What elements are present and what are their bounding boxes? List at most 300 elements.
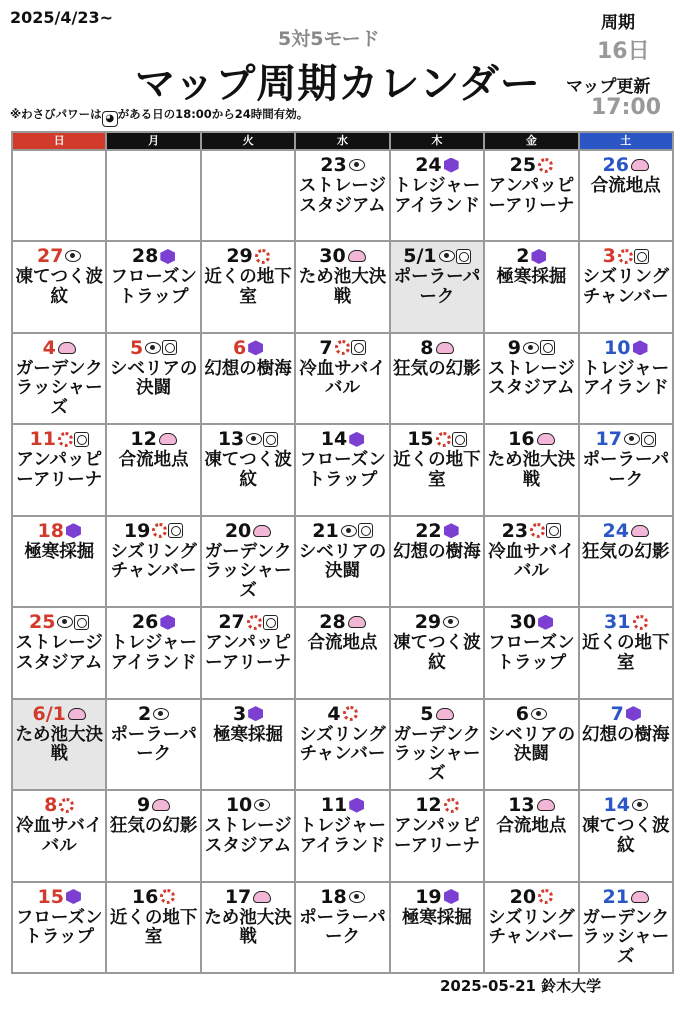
mode-icons — [153, 708, 169, 720]
day-number: 27 — [218, 611, 245, 634]
day-number: 9 — [507, 336, 521, 359]
gear-icon — [633, 615, 648, 630]
map-name: アンパッピーアリーナ — [16, 450, 103, 490]
day-number: 17 — [595, 428, 622, 451]
map-name: フローズントラップ — [110, 267, 197, 307]
eye-icon — [531, 708, 547, 720]
mode-icons — [65, 250, 81, 262]
day-number: 4 — [327, 702, 341, 725]
calendar-day-cell — [485, 517, 577, 606]
map-name: 幻想の樹海 — [393, 541, 481, 562]
cloud-icon — [58, 342, 76, 354]
calendar-day-cell — [202, 791, 294, 880]
weekday-header: 土 — [580, 133, 672, 149]
day-number: 7 — [319, 336, 333, 359]
calendar-day-cell — [13, 242, 105, 331]
day-number: 28 — [131, 245, 159, 268]
eye-icon — [341, 525, 357, 537]
cloud-icon — [348, 250, 366, 262]
calendar-day-cell — [13, 517, 105, 606]
day-number: 6/1 — [32, 702, 66, 725]
wasabi-icon — [634, 249, 649, 264]
calendar-day-cell — [107, 425, 199, 514]
wasabi-icon — [351, 340, 366, 355]
day-number: 28 — [319, 611, 346, 634]
mode-icons — [59, 798, 74, 813]
day-number: 6 — [232, 336, 247, 359]
calendar-day-cell — [13, 425, 105, 514]
gem-icon — [66, 523, 81, 538]
mode-icons — [444, 523, 459, 538]
mode-icons — [436, 342, 454, 354]
gear-icon — [58, 432, 73, 447]
cloud-icon — [436, 342, 454, 354]
day-number: 14 — [603, 794, 630, 817]
mode-icons — [530, 523, 561, 538]
gem-icon — [444, 158, 459, 173]
gem-icon — [444, 523, 459, 538]
mode-icons — [152, 799, 170, 811]
mode-icons — [152, 523, 183, 538]
eye-icon — [57, 616, 73, 628]
cloud-icon — [152, 799, 170, 811]
mode-icons — [618, 249, 649, 264]
calendar-grid — [11, 131, 674, 974]
calendar-day-cell — [391, 883, 483, 972]
mode-icons — [349, 891, 365, 903]
wasabi-icon — [168, 523, 183, 538]
cloud-icon — [253, 525, 271, 537]
calendar-day-cell — [580, 791, 672, 880]
mode-icons — [633, 340, 648, 355]
gem-icon — [160, 615, 175, 630]
day-number: 23 — [320, 154, 347, 176]
mode-icons — [631, 891, 649, 903]
calendar-day-cell — [107, 791, 199, 880]
map-name: シベリアの決闘 — [298, 541, 387, 582]
day-number: 3 — [602, 245, 616, 268]
weekday-header: 火 — [202, 133, 294, 149]
day-number: 26 — [602, 154, 629, 176]
map-name: 合流地点 — [118, 450, 189, 471]
gear-icon — [160, 889, 175, 904]
calendar-day-cell — [580, 883, 672, 972]
day-number: 15 — [37, 885, 64, 908]
day-number: 25 — [509, 154, 537, 176]
day-number: 7 — [610, 702, 624, 725]
mode-icons — [159, 433, 177, 445]
day-number: 13 — [508, 794, 535, 817]
calendar-day-cell — [580, 242, 672, 331]
mode-icons — [443, 616, 459, 628]
map-name: 極寒採掘 — [496, 267, 567, 288]
map-name: トレジャーアイランド — [393, 176, 481, 216]
mode-icons — [343, 706, 358, 721]
map-name: 極寒採掘 — [401, 907, 472, 928]
map-name: ポーラーパーク — [299, 907, 386, 948]
wasabi-icon — [546, 523, 561, 538]
calendar-day-cell — [580, 151, 672, 240]
eye-icon — [254, 799, 270, 811]
day-number: 19 — [123, 519, 151, 542]
page-title: マップ周期カレンダー — [135, 61, 541, 107]
map-name: トレジャーアイランド — [299, 816, 386, 856]
gear-icon — [335, 340, 350, 355]
eye-icon — [145, 342, 161, 354]
calendar-day-cell — [13, 608, 105, 697]
calendar-day-cell — [391, 242, 483, 331]
gear-icon — [618, 249, 633, 264]
map-name: 合流地点 — [307, 633, 378, 654]
eye-icon — [523, 342, 539, 354]
note-text-post: がある日の18:00から24時間有効。 — [117, 107, 309, 121]
map-name: ストレージスタジアム — [487, 358, 575, 399]
calendar-day-cell — [107, 883, 199, 972]
gem-icon — [531, 249, 546, 264]
mode-icons — [248, 340, 263, 355]
gem-icon — [538, 615, 553, 630]
gem-icon — [160, 249, 175, 264]
day-number: 14 — [320, 428, 348, 451]
calendar-day-cell — [391, 700, 483, 789]
gear-icon — [152, 523, 167, 538]
calendar-day-cell — [580, 425, 672, 514]
map-name: 極寒採掘 — [24, 541, 95, 562]
calendar-day-cell — [296, 425, 388, 514]
date-range: 2025/4/23~ — [10, 8, 114, 27]
gem-icon — [248, 340, 263, 355]
day-number: 21 — [312, 519, 339, 542]
calendar-day-cell — [485, 791, 577, 880]
wasabi-icon — [452, 432, 467, 447]
wasabi-icon — [263, 432, 278, 447]
map-name: シズリングチャンバー — [110, 541, 197, 582]
mode-icons — [348, 616, 366, 628]
calendar-day-cell — [107, 242, 199, 331]
day-number: 15 — [407, 428, 434, 451]
calendar-day-cell — [13, 883, 105, 972]
map-name: 狂気の幻影 — [582, 541, 670, 562]
wasabi-icon — [358, 523, 373, 538]
map-name: 凍てつく波紋 — [393, 633, 481, 673]
mode-icons — [160, 615, 175, 630]
calendar-day-cell — [296, 791, 388, 880]
calendar-day-cell — [296, 883, 388, 972]
gear-icon — [538, 158, 553, 173]
cloud-icon — [537, 433, 555, 445]
calendar-day-cell — [296, 151, 388, 240]
map-name: シズリングチャンバー — [488, 907, 575, 948]
map-name: ガーデンクラッシャーズ — [393, 724, 481, 784]
day-number: 20 — [224, 519, 252, 542]
day-number: 23 — [501, 519, 529, 542]
map-name: ため池大決戦 — [15, 724, 103, 765]
calendar-day-cell — [13, 700, 105, 789]
calendar-day-cell — [580, 700, 672, 789]
mode-icons — [538, 615, 553, 630]
map-name: アンパッピーアリーナ — [393, 816, 480, 856]
mode-icons — [68, 708, 86, 720]
map-name: ポーラーパーク — [582, 450, 670, 490]
map-name: トレジャーアイランド — [110, 633, 197, 673]
map-name: フローズントラップ — [15, 907, 103, 948]
update-label: マップ更新 — [566, 77, 651, 97]
day-number: 22 — [415, 519, 442, 542]
day-number: 2 — [138, 702, 152, 725]
gear-icon — [59, 798, 74, 813]
mode-icons — [145, 340, 177, 355]
map-name: ため池大決戦 — [487, 450, 576, 490]
mode-icons — [341, 523, 373, 538]
calendar-day-cell — [202, 242, 294, 331]
gem-icon — [66, 889, 81, 904]
cloud-icon — [348, 616, 366, 628]
calendar-day-cell — [107, 700, 199, 789]
day-number: 18 — [37, 519, 64, 542]
calendar-day-cell — [202, 517, 294, 606]
calendar-day-cell — [580, 334, 672, 423]
map-name: ガーデンクラッシャーズ — [15, 358, 103, 418]
day-number: 6 — [515, 702, 529, 725]
cloud-icon — [537, 799, 555, 811]
wasabi-icon — [162, 340, 177, 355]
mode-icons — [439, 249, 471, 264]
day-number: 8 — [420, 336, 434, 359]
mode-icons — [348, 250, 366, 262]
weekday-header: 水 — [296, 133, 388, 149]
mode-icons — [58, 342, 76, 354]
calendar-day-cell — [107, 608, 199, 697]
cloud-icon — [631, 525, 649, 537]
period-value: 16日 — [597, 39, 650, 64]
cloud-icon — [159, 433, 177, 445]
gear-icon — [538, 889, 553, 904]
day-number: 25 — [28, 611, 56, 634]
gem-icon — [633, 340, 648, 355]
mode-icons — [632, 799, 648, 811]
eye-icon — [246, 433, 262, 445]
calendar-day-cell — [107, 517, 199, 606]
day-number: 3 — [232, 702, 247, 725]
day-number: 31 — [604, 611, 631, 634]
map-name: シズリングチャンバー — [582, 267, 670, 307]
calendar-day-cell — [13, 791, 105, 880]
map-name: 冷血サバイバル — [488, 541, 575, 582]
map-name: 凍てつく波紋 — [582, 816, 670, 856]
footer-credit: 2025-05-21 鈴木大学 — [440, 977, 602, 995]
note-text-pre: ※わさびパワーは — [10, 107, 102, 121]
mode-icons — [247, 615, 278, 630]
weekday-header: 月 — [107, 133, 199, 149]
day-number: 30 — [319, 245, 346, 268]
period-label: 周期 — [601, 13, 635, 33]
mode-icons — [633, 615, 648, 630]
gem-icon — [626, 706, 641, 721]
wasabi-icon — [456, 249, 471, 264]
calendar-day-cell — [296, 517, 388, 606]
map-name: 近くの地下室 — [204, 267, 292, 307]
mode-icons — [335, 340, 366, 355]
calendar-day-cell — [485, 700, 577, 789]
mode-icons — [253, 891, 271, 903]
calendar-day-cell — [202, 151, 294, 240]
mode-icons — [537, 799, 555, 811]
mode-icons — [436, 708, 454, 720]
map-name: 近くの地下室 — [582, 633, 670, 673]
mode-icons — [538, 158, 553, 173]
mode-icons — [246, 432, 278, 447]
map-name: 冷血サバイバル — [15, 816, 103, 856]
wasabi-note — [10, 106, 308, 127]
mode-icons — [537, 433, 555, 445]
weekday-header: 木 — [391, 133, 483, 149]
day-number: 5/1 — [403, 245, 437, 268]
wasabi-icon — [641, 432, 656, 447]
day-number: 5 — [420, 702, 434, 725]
wasabi-icon — [74, 615, 89, 630]
mode-icons — [248, 706, 263, 721]
mode-icons — [531, 708, 547, 720]
calendar-day-cell — [202, 608, 294, 697]
cloud-icon — [253, 891, 271, 903]
mode-icons — [631, 525, 649, 537]
day-number: 11 — [320, 794, 348, 817]
calendar-day-cell — [580, 608, 672, 697]
mode-icons — [538, 889, 553, 904]
map-name: 近くの地下室 — [393, 450, 481, 490]
map-name: 幻想の樹海 — [582, 724, 670, 745]
day-number: 13 — [217, 428, 245, 451]
day-number: 10 — [225, 794, 253, 817]
calendar-day-cell — [107, 334, 199, 423]
calendar-day-cell — [13, 334, 105, 423]
map-name: ガーデンクラッシャーズ — [582, 907, 670, 967]
calendar-day-cell — [296, 242, 388, 331]
weekday-header: 金 — [485, 133, 577, 149]
cloud-icon — [68, 708, 86, 720]
gear-icon — [247, 615, 262, 630]
eye-icon — [443, 616, 459, 628]
map-name: 合流地点 — [496, 816, 567, 837]
mode-icons — [160, 249, 175, 264]
cloud-icon — [631, 891, 649, 903]
mode-icons — [624, 432, 656, 447]
calendar-day-cell — [485, 242, 577, 331]
calendar-day-cell — [391, 334, 483, 423]
map-name: アンパッピーアリーナ — [205, 633, 292, 673]
day-number: 19 — [415, 885, 442, 908]
mode-icons — [349, 798, 364, 813]
map-name: 狂気の幻影 — [393, 358, 481, 379]
map-name: 冷血サバイバル — [299, 358, 386, 399]
day-number: 29 — [226, 245, 253, 268]
calendar-day-cell — [391, 791, 483, 880]
day-number: 16 — [131, 885, 159, 908]
mode-icons — [58, 432, 89, 447]
mode-icons — [436, 432, 467, 447]
calendar-day-cell — [485, 883, 577, 972]
day-number: 26 — [131, 611, 159, 634]
calendar-day-cell — [202, 700, 294, 789]
wasabi-icon: ◕ — [102, 111, 118, 127]
map-name: シベリアの決闘 — [109, 358, 198, 399]
mode-icons — [444, 798, 459, 813]
mode-icons — [160, 889, 175, 904]
map-name: フローズントラップ — [299, 450, 386, 490]
day-number: 18 — [320, 885, 347, 908]
gear-icon — [255, 249, 270, 264]
calendar-day-cell — [485, 334, 577, 423]
eye-icon — [65, 250, 81, 262]
map-name: ポーラーパーク — [110, 724, 197, 765]
day-number: 17 — [224, 885, 252, 908]
wasabi-icon — [74, 432, 89, 447]
calendar-day-cell — [391, 517, 483, 606]
gem-icon — [444, 889, 459, 904]
update-value: 17:00 — [591, 95, 662, 120]
map-name: 狂気の幻影 — [109, 816, 198, 837]
calendar-day-cell — [391, 151, 483, 240]
map-name: 凍てつく波紋 — [15, 267, 103, 307]
calendar-day-cell — [107, 151, 199, 240]
day-number: 29 — [414, 611, 442, 634]
mode-icons — [349, 432, 364, 447]
eye-icon — [632, 799, 648, 811]
day-number: 5 — [130, 336, 144, 359]
day-number: 11 — [29, 428, 56, 451]
day-number: 30 — [509, 611, 537, 634]
gem-icon — [349, 798, 364, 813]
mode-icons — [255, 249, 270, 264]
wasabi-icon — [263, 615, 278, 630]
mode-icons — [531, 249, 546, 264]
map-name: トレジャーアイランド — [582, 358, 670, 399]
eye-icon — [153, 708, 169, 720]
day-number: 9 — [137, 794, 151, 817]
eye-icon — [349, 159, 365, 171]
mode-icons — [57, 615, 89, 630]
map-name: アンパッピーアリーナ — [488, 176, 575, 216]
mode-label: 5対5モード — [278, 28, 380, 50]
map-name: ストレージスタジアム — [204, 816, 292, 856]
gear-icon — [343, 706, 358, 721]
mode-icons — [66, 523, 81, 538]
map-name: フローズントラップ — [488, 633, 575, 673]
eye-icon — [439, 250, 455, 262]
map-name: 近くの地下室 — [109, 907, 198, 948]
day-number: 2 — [516, 245, 530, 268]
calendar-day-cell — [391, 425, 483, 514]
gear-icon — [444, 798, 459, 813]
day-number: 10 — [604, 336, 631, 359]
map-name: ストレージスタジアム — [15, 633, 103, 673]
day-number: 12 — [415, 794, 442, 817]
gem-icon — [248, 706, 263, 721]
cloud-icon — [631, 159, 649, 171]
mode-icons — [253, 525, 271, 537]
eye-icon — [349, 891, 365, 903]
calendar-day-cell — [202, 425, 294, 514]
map-name: ポーラーパーク — [393, 267, 481, 307]
day-number: 27 — [36, 245, 64, 268]
wasabi-icon — [540, 340, 555, 355]
day-number: 24 — [602, 519, 629, 542]
mode-icons — [626, 706, 641, 721]
map-name: ストレージスタジアム — [298, 176, 387, 216]
calendar-day-cell — [485, 425, 577, 514]
day-number: 20 — [509, 885, 537, 908]
day-number: 24 — [415, 154, 442, 176]
